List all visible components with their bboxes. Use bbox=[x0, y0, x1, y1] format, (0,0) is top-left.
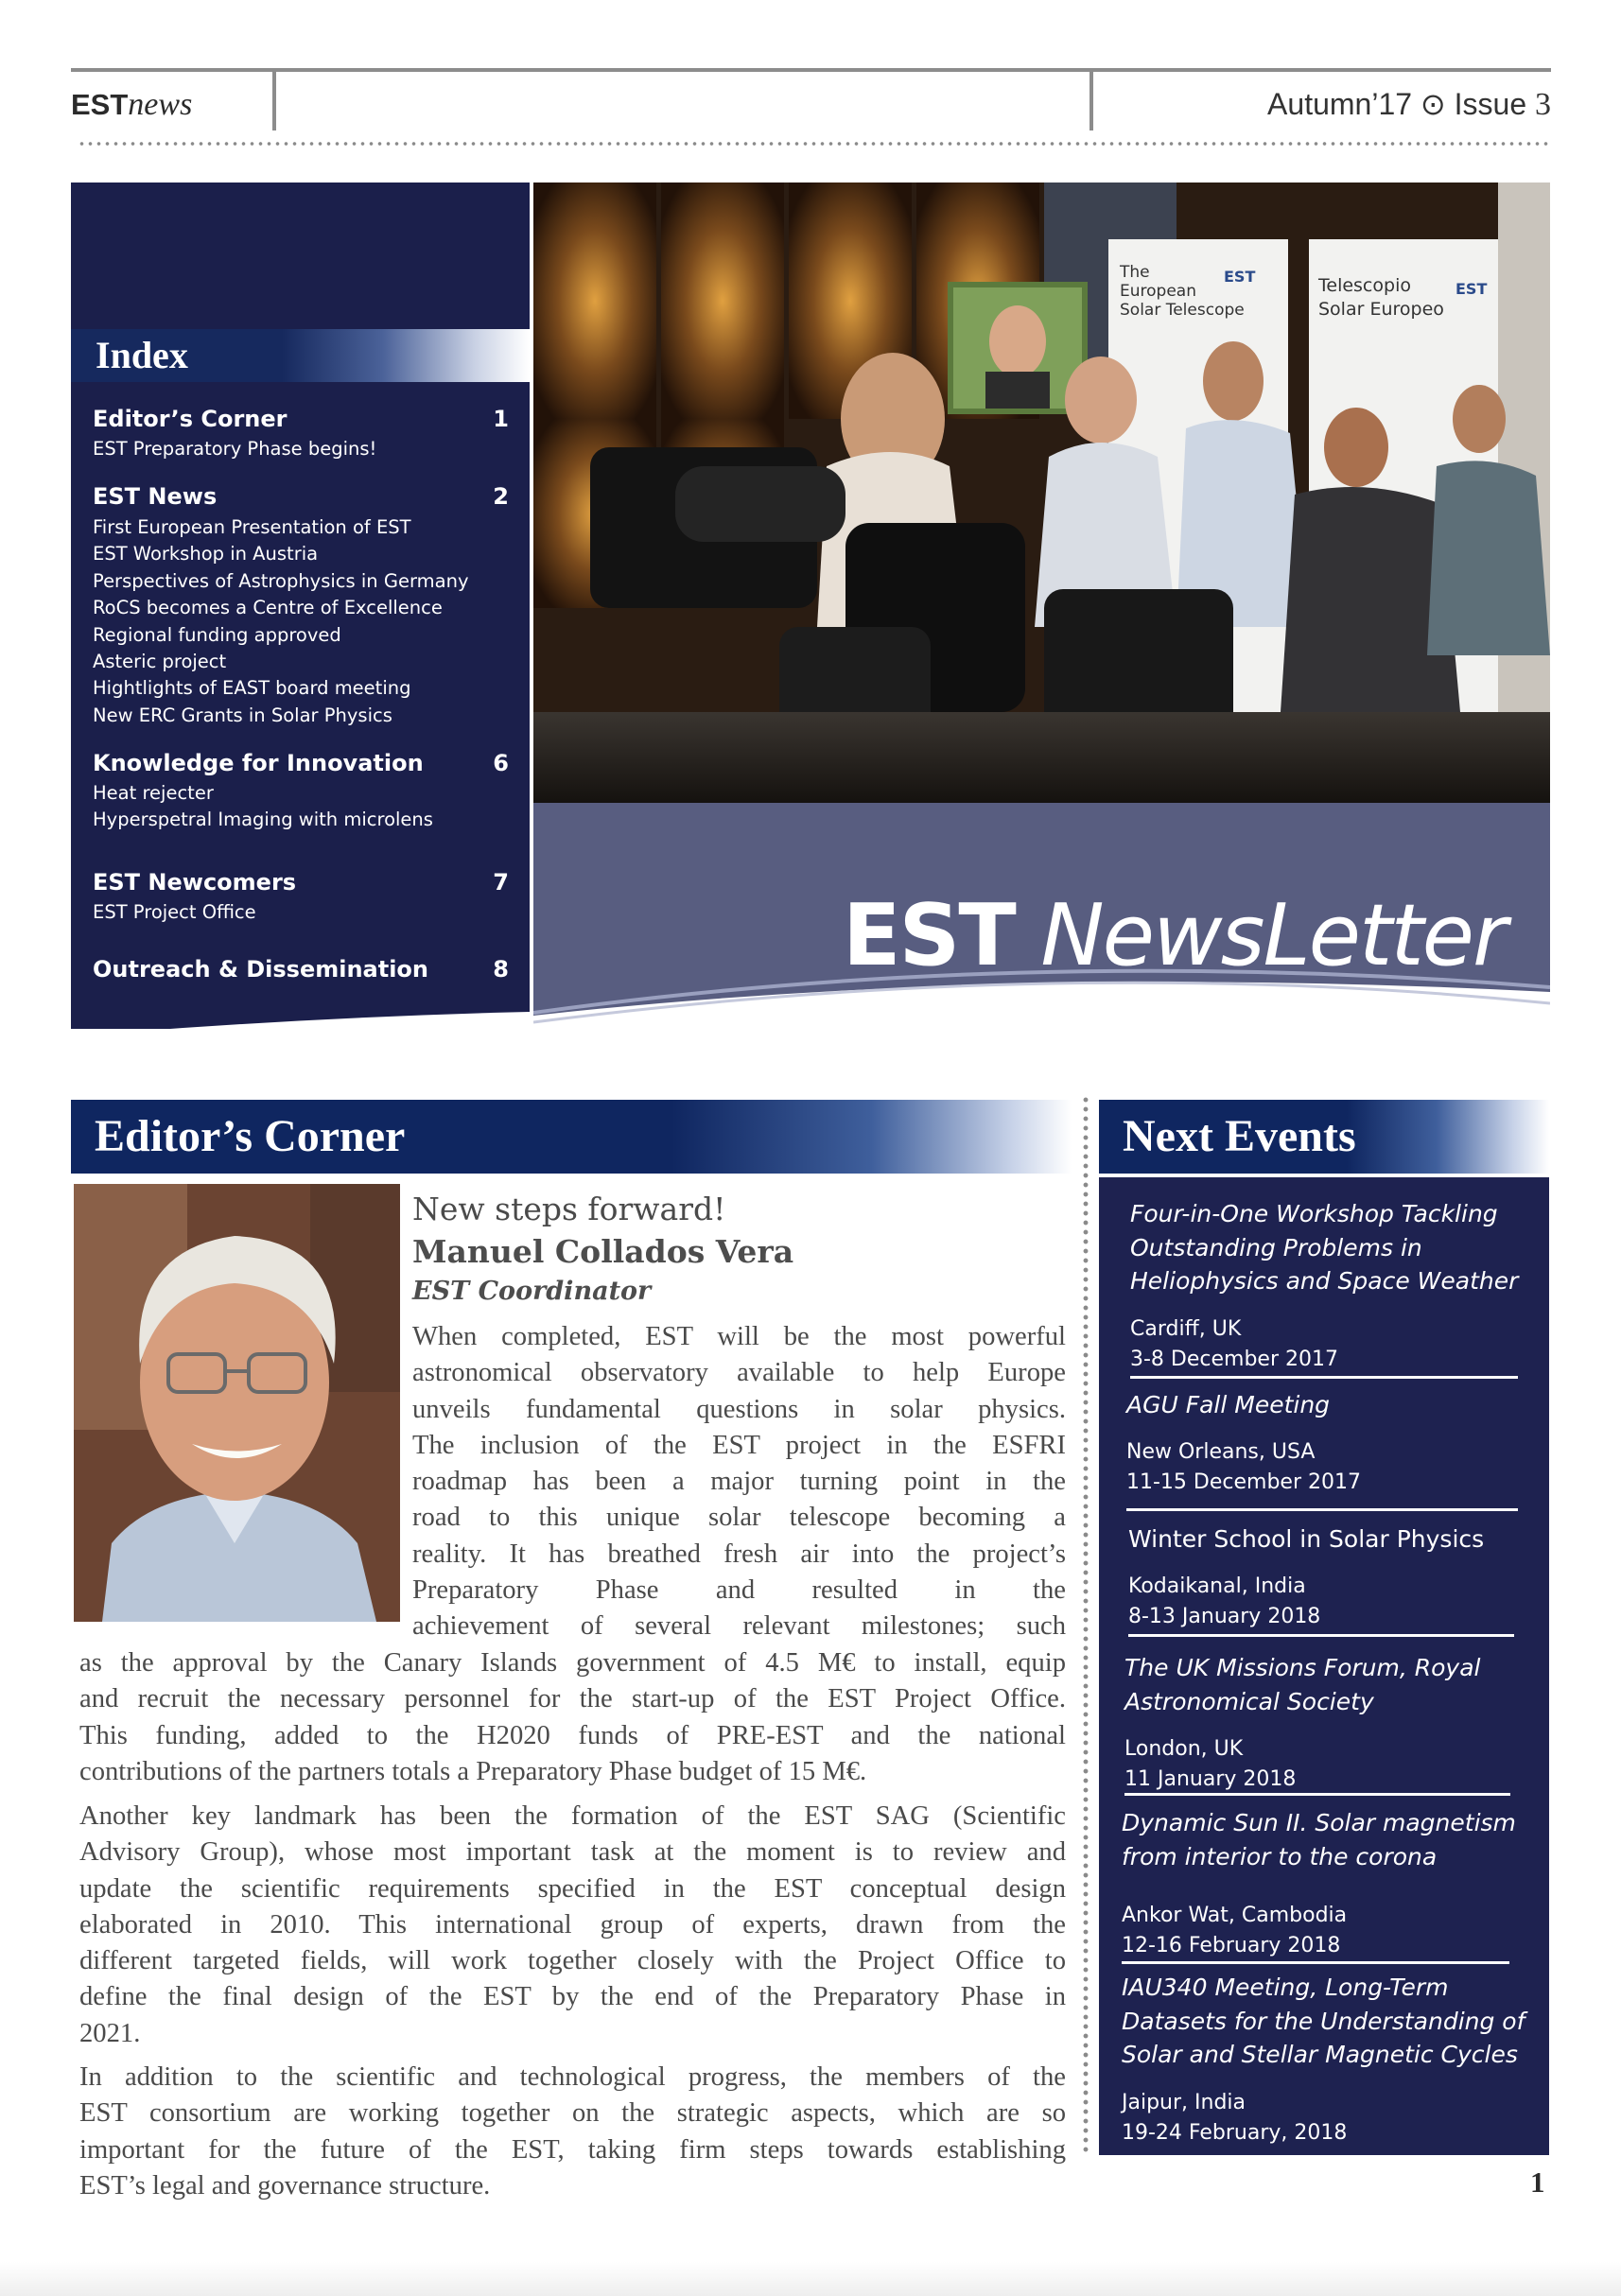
text-line: When completed, EST will be the most powerful bbox=[412, 1322, 1066, 1351]
event-location: Jaipur, India bbox=[1122, 2091, 1246, 2114]
event-title[interactable]: Dynamic Sun II. Solar magnetism from interior to the corona bbox=[1122, 1809, 1516, 1870]
text-line: Advisory Group), whose most important task at the moment is to review and bbox=[79, 1837, 1066, 1868]
event-date: 8-13 January 2018 bbox=[1128, 1605, 1321, 1628]
index-subitem[interactable]: Asteric project bbox=[93, 651, 227, 673]
header-divider bbox=[272, 72, 276, 130]
editor-role: EST Coordinator bbox=[412, 1277, 652, 1306]
index-page-number: 2 bbox=[493, 483, 509, 510]
text-line: reality. It has breathed fresh air into the project’s bbox=[412, 1539, 1066, 1569]
issue-label: Autumn’17 ⊙ Issue 3 bbox=[1267, 87, 1551, 122]
index-subitem[interactable]: EST Project Office bbox=[93, 901, 256, 923]
editor-paragraph-3 bbox=[79, 2060, 1066, 2204]
event-date: 3-8 December 2017 bbox=[1130, 1348, 1338, 1371]
event-title[interactable]: Winter School in Solar Physics bbox=[1128, 1525, 1485, 1553]
index-subitem[interactable]: RoCS becomes a Centre of Excellence bbox=[93, 597, 443, 619]
header-dotted-rule bbox=[78, 142, 1548, 146]
editor-paragraph-1 bbox=[79, 1645, 1066, 1790]
text-line: elaborated in 2010. This international group of experts, drawn from the bbox=[79, 1909, 1066, 1939]
page-number: 1 bbox=[1530, 2166, 1545, 2199]
editors-corner-title: Editor’s Corner bbox=[95, 1111, 406, 1161]
event-location: New Orleans, USA bbox=[1126, 1440, 1316, 1464]
editor-portrait bbox=[74, 1184, 400, 1622]
index-subitem[interactable]: Heat rejecter bbox=[93, 782, 214, 804]
editor-name: Manuel Collados Vera bbox=[412, 1233, 794, 1270]
index-section-editors-corner[interactable]: Editor’s Corner 1 bbox=[93, 406, 509, 432]
text-line: This funding, added to the H2020 funds of PRE-EST and the national bbox=[79, 1720, 1066, 1750]
index-wave-decoration bbox=[71, 1002, 544, 1040]
event-title[interactable]: The UK Missions Forum, Royal Astronomical Society bbox=[1124, 1654, 1481, 1715]
photo-illustration bbox=[533, 183, 1550, 803]
event-date: 11-15 December 2017 bbox=[1126, 1470, 1361, 1494]
editor-kicker: New steps forward! bbox=[412, 1191, 726, 1227]
event-divider bbox=[1128, 1634, 1514, 1637]
portrait-illustration bbox=[74, 1184, 400, 1622]
index-section-newcomers[interactable]: EST Newcomers 7 bbox=[93, 869, 509, 896]
index-subitem[interactable]: Hightlights of EAST board meeting bbox=[93, 677, 411, 700]
banner-text: The bbox=[1120, 263, 1150, 282]
index-subitems bbox=[93, 780, 509, 834]
index-section-est-news[interactable]: EST News 2 bbox=[93, 483, 509, 510]
text-line: important for the future of the EST, taking firm steps towards establishing bbox=[79, 2134, 1066, 2165]
banner-logo: EST bbox=[1455, 280, 1488, 298]
index-subitem[interactable]: First European Presentation of EST bbox=[93, 516, 411, 538]
event-location: Ankor Wat, Cambodia bbox=[1122, 1904, 1348, 1927]
index-title: Index bbox=[96, 334, 188, 376]
editor-paragraph-wrap bbox=[412, 1319, 1066, 1645]
editor-paragraph-2 bbox=[79, 1799, 1066, 2052]
page-bottom-shadow bbox=[0, 2262, 1621, 2296]
text-line: roadmap has been a major turning point in the bbox=[412, 1467, 1066, 1497]
event-location: Kodaikanal, India bbox=[1128, 1574, 1306, 1598]
text-line: EST consortium are working together on the strategic aspects, which are so bbox=[79, 2098, 1066, 2129]
index-page-number: 8 bbox=[493, 956, 509, 983]
event-divider bbox=[1124, 1793, 1510, 1796]
text-line: as the approval by the Canary Islands government of 4.5 M€ to install, equip bbox=[79, 1648, 1066, 1678]
text-line: In addition to the scientific and technological progress, the members of the bbox=[79, 2062, 1066, 2092]
text-line: define the final design of the EST by the end of the Preparatory Phase in bbox=[79, 1982, 1066, 2012]
index-subitem[interactable]: New ERC Grants in Solar Physics bbox=[93, 704, 392, 726]
index-subitems bbox=[93, 514, 509, 729]
index-subitems bbox=[93, 899, 509, 926]
event-date: 19-24 February, 2018 bbox=[1122, 2121, 1348, 2145]
index-section-knowledge[interactable]: Knowledge for Innovation 6 bbox=[93, 750, 509, 776]
index-section-outreach[interactable]: Outreach & Dissemination 8 bbox=[93, 956, 509, 983]
banner-text: European bbox=[1120, 282, 1196, 301]
event-title[interactable]: Four-in-One Workshop Tackling Outstanding Problems in Heliophysics and Space Weather bbox=[1130, 1200, 1519, 1295]
index-subitem[interactable]: EST Preparatory Phase begins! bbox=[93, 438, 377, 460]
text-line: unveils fundamental questions in solar physics. bbox=[412, 1394, 1066, 1424]
header-divider bbox=[1089, 72, 1093, 130]
next-events-title: Next Events bbox=[1123, 1111, 1356, 1161]
text-line: EST’s legal and governance structure. bbox=[79, 2170, 491, 2200]
brand-logo: ESTnews bbox=[71, 87, 193, 122]
text-line: different targeted fields, will work together closely with the Project Office to bbox=[79, 1946, 1066, 1976]
banner-text: Solar Europeo bbox=[1318, 299, 1444, 320]
event-date: 12-16 February 2018 bbox=[1122, 1934, 1341, 1957]
text-line: and recruit the necessary personnel for the start-up of the EST Project Office. bbox=[79, 1684, 1066, 1714]
event-location: London, UK bbox=[1124, 1737, 1244, 1761]
banner-logo: EST bbox=[1224, 268, 1256, 286]
index-page-number: 1 bbox=[493, 406, 509, 432]
text-line: achievement of several relevant milestones; such bbox=[412, 1611, 1066, 1642]
masthead bbox=[533, 803, 1550, 1029]
text-line: Preparatory Phase and resulted in the bbox=[412, 1575, 1066, 1606]
event-divider bbox=[1130, 1376, 1518, 1379]
event-title[interactable]: IAU340 Meeting, Long-Term Datasets for the Understanding of Solar and Stellar Magnetic Cycles bbox=[1122, 1974, 1525, 2068]
header-rule bbox=[71, 68, 1551, 72]
text-line: road to this unique solar telescope becoming a bbox=[412, 1503, 1066, 1533]
text-line: Another key landmark has been the formation of the EST SAG (Scientific bbox=[79, 1801, 1066, 1831]
event-title[interactable]: AGU Fall Meeting bbox=[1126, 1391, 1331, 1418]
column-separator bbox=[1083, 1095, 1089, 2156]
index-page-number: 7 bbox=[493, 869, 509, 896]
banner-text: Telescopio bbox=[1318, 275, 1411, 296]
event-divider bbox=[1126, 1508, 1518, 1511]
event-divider bbox=[1122, 1961, 1509, 1964]
text-line: astronomical observatory available to help Europe bbox=[412, 1358, 1066, 1388]
index-subitem[interactable]: Hyperspetral Imaging with microlens bbox=[93, 809, 433, 831]
index-page-number: 6 bbox=[493, 750, 509, 776]
event-date: 11 January 2018 bbox=[1124, 1767, 1297, 1791]
text-line: The inclusion of the EST project in the ESFRI bbox=[412, 1430, 1066, 1460]
text-line: update the scientific requirements specified in the EST conceptual design bbox=[79, 1873, 1066, 1904]
index-subitem[interactable]: Regional funding approved bbox=[93, 623, 341, 646]
newsletter-title: EST NewsLetter bbox=[843, 886, 1506, 985]
text-line: 2021. bbox=[79, 2018, 141, 2048]
event-location: Cardiff, UK bbox=[1130, 1317, 1242, 1341]
index-subitem[interactable]: Perspectives of Astrophysics in Germany bbox=[93, 569, 469, 592]
banner-text: Solar Telescope bbox=[1120, 301, 1245, 320]
text-line: contributions of the partners totals a Preparatory Phase budget of 15 M€. bbox=[79, 1756, 867, 1786]
index-subitems bbox=[93, 436, 509, 462]
index-subitem[interactable]: EST Workshop in Austria bbox=[93, 543, 319, 565]
press-conference-photo bbox=[533, 183, 1550, 803]
